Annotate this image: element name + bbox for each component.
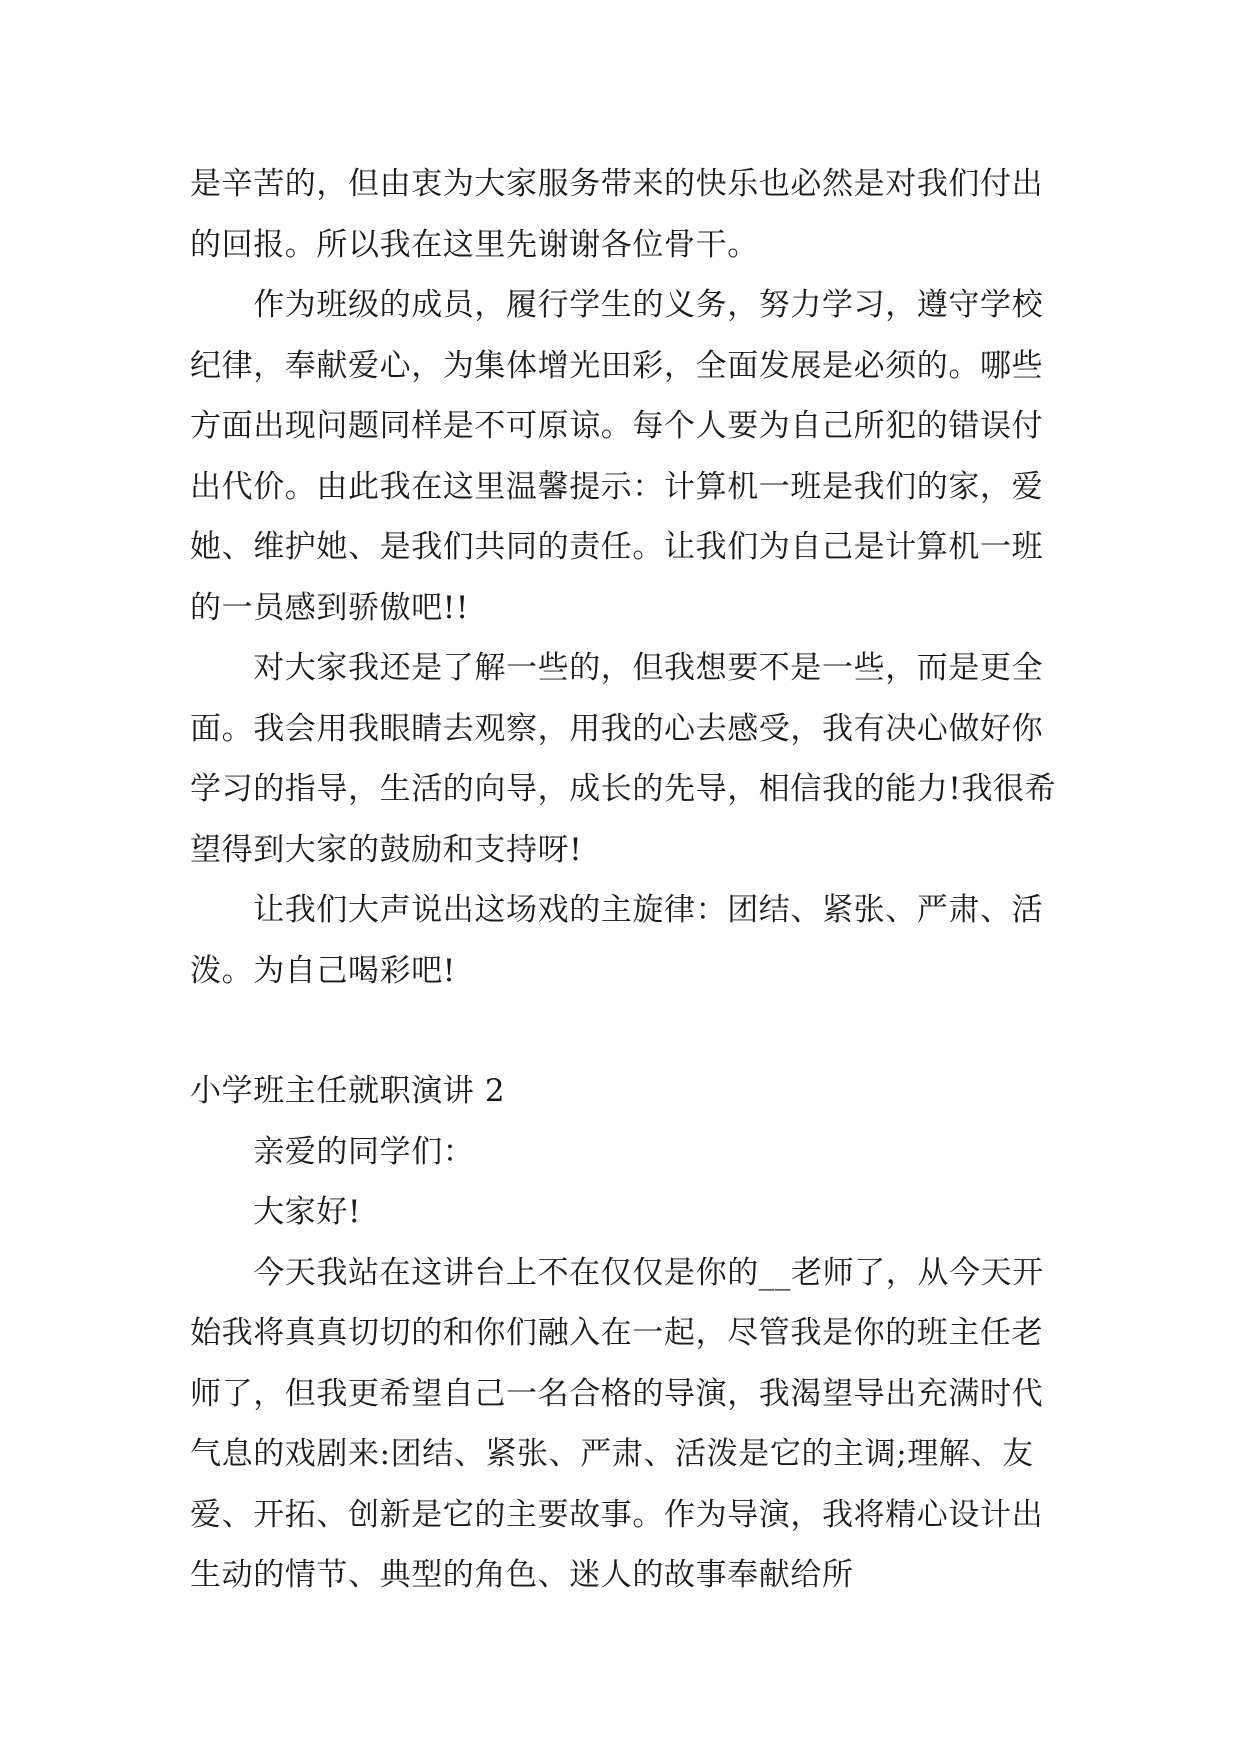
paragraph-theme: 让我们大声说出这场戏的主旋律：团结、紧张、严肃、活泼。为自己喝彩吧! [190, 892, 1044, 989]
paragraph-hello: 大家好! [190, 1194, 362, 1230]
paragraph-continuation: 是辛苦的，但由衷为大家服务带来的快乐也必然是对我们付出的回报。所以我在这里先谢谢各位骨干。 [190, 166, 1044, 263]
paragraph-class-duty: 作为班级的成员，履行学生的义务，努力学习，遵守学校纪律，奉献爱心，为集体增光田彩，全面发展是必须的。哪些方面出现问题同样是不可原谅。每个人要为自己所犯的错误付出代价。由此我在这里温馨提示：计算机一班是我们的家，爱她、维护她、是我们共同的责任。让我们为自己是计算机一班的一员感到骄傲吧!! [190, 287, 1044, 626]
section-title: 小学班主任就职演讲 2 [190, 1073, 506, 1109]
paragraph-speech-body: 今天我站在这讲台上不在仅仅是你的__老师了，从今天开始我将真真切切的和你们融入在一起，尽管我是你的班主任老师了，但我更希望自己一名合格的导演，我渴望导出充满时代气息的戏剧来:团结、紧张、严肃、活泼是它的主调;理解、友爱、开拓、创新是它的主要故事。作为导演，我将精心设计出生动的情节、典型的角色、迷人的故事奉献给所 [190, 1254, 1044, 1593]
paragraph-understanding: 对大家我还是了解一些的，但我想要不是一些，而是更全面。我会用我眼睛去观察，用我的心去感受，我有决心做好你学习的指导，生活的向导，成长的先导，相信我的能力!我很希望得到大家的鼓励和支持呀! [190, 650, 1057, 868]
paragraph-greeting: 亲爱的同学们： [190, 1133, 475, 1170]
document-body [190, 154, 1060, 1606]
